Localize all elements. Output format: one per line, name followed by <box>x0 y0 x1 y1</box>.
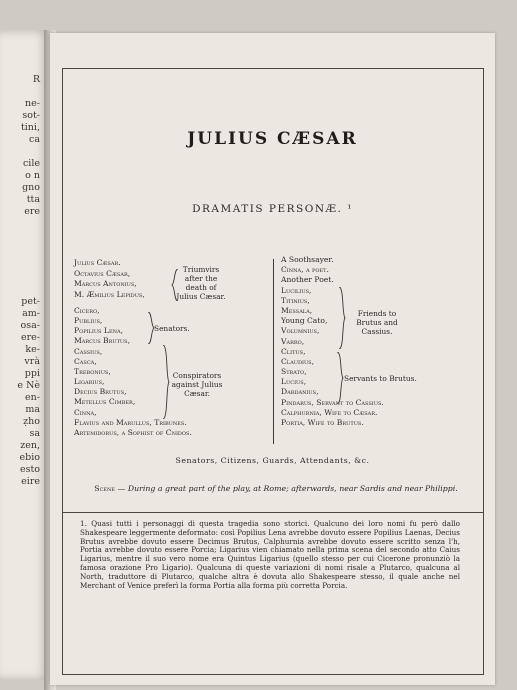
cast-entry: Marcus Brutus, <box>74 336 130 346</box>
left-page-fragment: e Nè <box>17 380 40 391</box>
left-page-fragment: zen, <box>20 440 40 451</box>
left-page-fragment: ppi <box>24 368 40 379</box>
left-page-fragment: tini, <box>20 122 40 133</box>
left-page-fragment: ẓho <box>23 416 40 427</box>
left-page-fragment: o n <box>25 170 40 181</box>
footnote-rule <box>62 512 483 513</box>
left-page-fragment: en- <box>25 392 40 403</box>
left-page-fragment: pet- <box>21 296 40 307</box>
left-page-fragment: ma <box>25 404 40 415</box>
cast-entry: Ligarius, <box>74 377 105 387</box>
cast-entry: Calphurnia, Wife to Cæsar. <box>281 407 378 417</box>
cast-entry: Trebonius, <box>74 366 111 376</box>
cast-entry: Clitus, <box>281 346 306 356</box>
conspirators-note: Conspirators against Julius Cæsar. <box>171 371 223 398</box>
left-page-fragment: osa- <box>20 320 40 331</box>
cast-entry: Popilius Lena, <box>74 326 123 336</box>
cast-entry: Another Poet. <box>281 275 334 285</box>
left-page-fragment: eire <box>21 476 40 487</box>
left-page-fragment: sa <box>29 428 40 439</box>
cast-entry: Pindarus, Servant to Cassius. <box>281 397 384 407</box>
left-page-fragment: cile <box>22 158 40 169</box>
cast-entry: Messala, <box>281 305 313 315</box>
brace-servants-icon <box>336 352 344 404</box>
scene-text: During a great part of the play, at Rome; afterwards, near Sardis and near Philippi. <box>127 484 458 493</box>
play-title: JULIUS CÆSAR <box>187 129 358 149</box>
left-page-fragment: tta <box>26 194 40 205</box>
cast-entry: Decius Brutus, <box>74 387 127 397</box>
left-page-fragment: ebio <box>19 452 40 463</box>
cast-entry: Dardanius, <box>281 387 319 397</box>
cast-entry: Metellus Cimber, <box>74 397 136 407</box>
friends-note: Friends to Brutus and Cassius. <box>356 309 398 336</box>
cast-entry: Publius, <box>74 315 103 325</box>
cast-entry: Lucius, <box>281 377 307 387</box>
cast-entry: Marcus Antonius, <box>74 279 137 289</box>
senators-note: Senators. <box>154 324 190 333</box>
left-page-fragment: vrà <box>24 356 40 367</box>
cast-list-right <box>281 255 384 428</box>
cast-entry: Octavius Cæsar, <box>74 269 131 279</box>
left-page-fragment: gno <box>22 182 40 193</box>
left-page-fragment: R <box>32 74 40 85</box>
cast-entry: Portia, Wife to Brutus. <box>281 418 364 427</box>
left-page-fragment: sot- <box>22 110 40 121</box>
cast-entry: Varro, <box>281 336 305 346</box>
footnote: 1. Quasi tutti i personaggi di questa tragedia sono storici. Qualcuno dei loro nomi fu però dallo Shakespeare leggermente deformato: così Popilius Lena avrebbe dovuto essere Popilius Laenas, Decius Brutus avrebbe dovuto essere Decimus Brutus, Calphurnia avrebbe dovuto essere scritto senza l'h, Portia avrebbe dovuto essere Porcia; Ligarius vien chiamato nella prima scena del secondo atto Caius Ligarius, mentre il suo vero nome era Quintus Ligarius (quello stesso per cui Cicerone pronunziò la famosa orazione Pro Ligario). Qualcuna di queste variazioni di nomi risale a Plutarco, qualcuna al North, traduttore di Plutarco, qualche altra è dovuta allo Shakespeare stesso, il quale anche nel Merchant of Venice preferì la forma Portia alla forma più corretta Porcia. <box>80 519 460 590</box>
cast-entry: Cinna, <box>74 407 97 417</box>
cast-entry: Flavius and Marullus, Tribunes. <box>74 417 187 427</box>
left-page-fragment: ne- <box>25 98 40 109</box>
left-page-fragment: am- <box>22 308 40 319</box>
book-page <box>50 33 495 685</box>
cast-entry: Young Cato, <box>281 316 328 326</box>
column-divider <box>273 259 274 444</box>
cast-entry: M. Æmilius Lepidus, <box>74 289 145 299</box>
left-page-fragment: ca <box>29 134 40 145</box>
cast-entry: Cicero, <box>74 305 100 315</box>
left-page-fragment: esto <box>19 464 40 475</box>
scene-line <box>86 484 466 495</box>
cast-entry: Artemidorus, a Sophist of Cnidos. <box>74 428 192 437</box>
left-page-fragment: ke- <box>25 344 40 355</box>
cast-entry: Lucilius, <box>281 285 312 295</box>
cast-entry: Titinius, <box>281 295 310 305</box>
left-page-fragment: ere- <box>21 332 40 343</box>
cast-entry: Cinna, a poet. <box>281 265 329 275</box>
cast-entry: Cassius, <box>74 346 103 356</box>
extras-line: Senators, Citizens, Guards, Attendants, &c. <box>175 456 370 465</box>
dramatis-personae-heading: DRAMATIS PERSONÆ. ¹ <box>192 203 353 215</box>
scene-label: Scene — <box>94 484 126 493</box>
cast-entry: Claudius, <box>281 356 314 366</box>
cast-entry: Casca, <box>74 356 97 366</box>
cast-entry: Julius Cæsar. <box>74 258 121 267</box>
cast-entry: A Soothsayer. <box>281 255 334 264</box>
left-page-fragment: ere <box>24 206 40 217</box>
triumvirs-note: Triumvirs after the death of Julius Cæsar. <box>176 265 226 301</box>
servants-note: Servants to Brutus. <box>344 374 417 383</box>
left-facing-page <box>0 30 50 680</box>
cast-entry: Strato, <box>281 367 307 377</box>
cast-entry: Volumnius, <box>281 326 320 336</box>
